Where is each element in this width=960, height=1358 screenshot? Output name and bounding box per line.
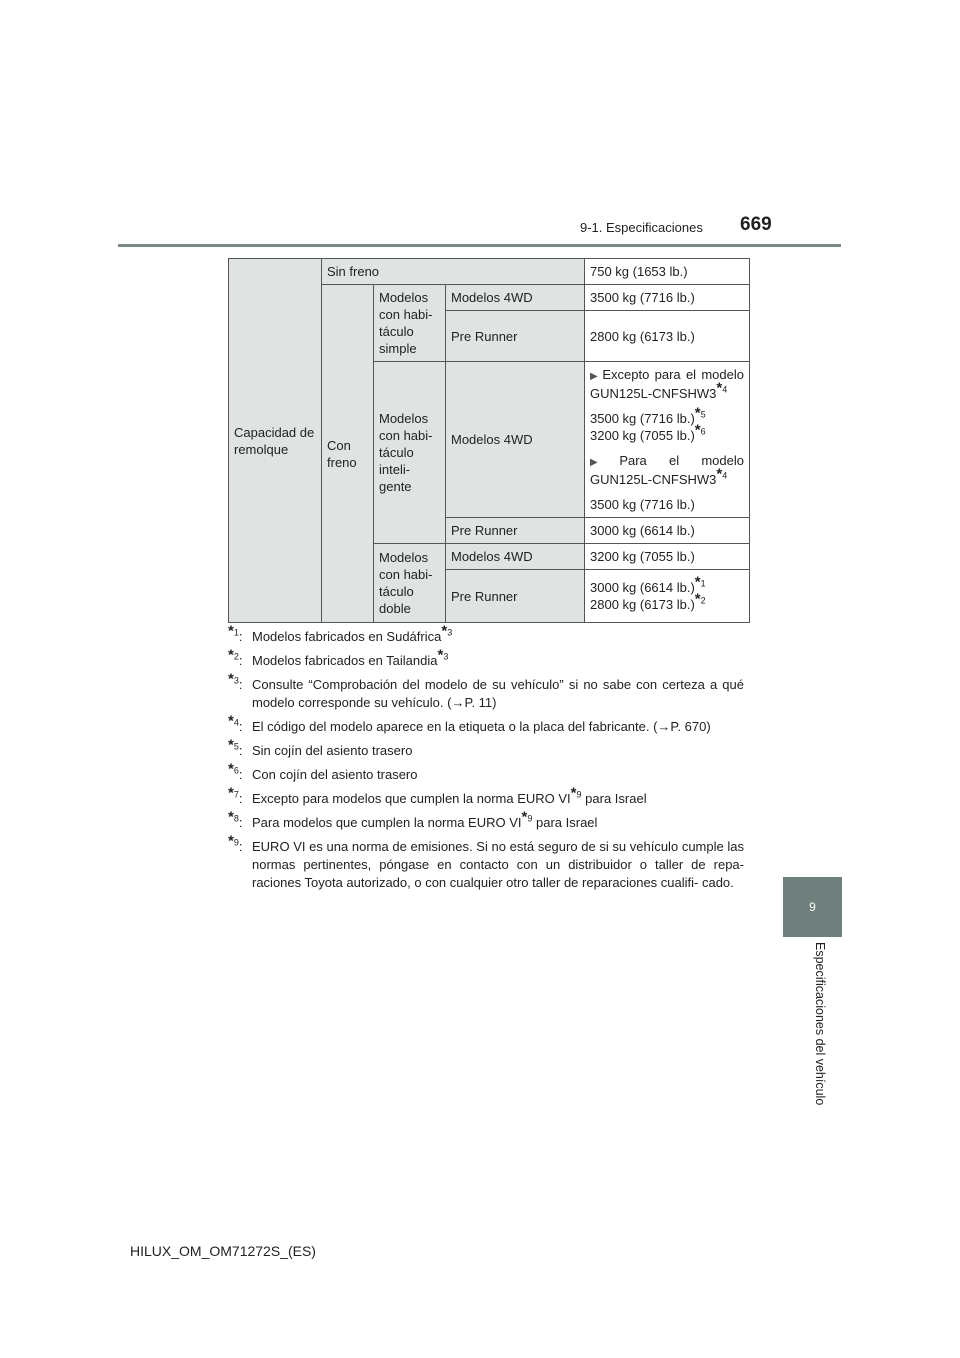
footnote: *$^9$: EURO VI es una norma de emisiones. Si no está seguro de si su vehículo cumple las normas pertinentes, póngase en contacto con un distribuidor o taller de repa- raciones Toyota autorizado, o con cualquier otro taller de reparaciones cualifi- cado. [228,832,744,890]
asterisk-icon: * [228,832,234,850]
smart-value-c: 3500 kg (7716 lb.) [590,497,695,512]
excepto-line: ▶ Excepto para el modelo GUN125L-CNFSHW3*$^4$ [590,367,744,401]
asterisk-icon: * [437,646,444,664]
simple-4wd-model: Modelos 4WD [446,285,585,311]
asterisk-icon: * [228,808,234,826]
footnote: *$^7$: Excepto para modelos que cumplen la norma EURO VI*$^9$ para Israel [228,784,647,806]
table-row [229,259,750,285]
smart-value-b: 3200 kg (7055 lb.)*$^6$ [590,421,706,443]
double-prerunner-values [585,570,750,623]
asterisk-icon: * [441,622,448,640]
simple-cab-label: Modelos con habi- táculo simple [374,285,446,362]
asterisk-icon: * [694,573,701,591]
asterisk-icon: * [716,465,723,483]
smart-cab-label: Modelos con habi- táculo inteli- gente [374,362,446,544]
page-number: 669 [740,214,772,235]
footnote: *$^8$: Para modelos que cumplen la norma EURO VI*$^9$ para Israel [228,808,598,830]
footnotes [228,622,744,898]
double-4wd-model: Modelos 4WD [446,544,585,570]
asterisk-icon: * [228,736,234,754]
footnote: *$^5$: Sin cojín del asiento trasero [228,736,413,758]
smart-prerunner-value: 3000 kg (6614 lb.) [585,518,750,544]
asterisk-icon: * [570,784,577,802]
double-prerunner-model: Pre Runner [446,570,585,623]
smart-prerunner-model: Pre Runner [446,518,585,544]
smart-4wd-model: Modelos 4WD [446,362,585,518]
double-cab-label: Modelos con habi- táculo doble [374,544,446,623]
asterisk-icon: * [228,712,234,730]
chapter-tab: 9 [783,877,842,937]
simple-prerunner-model: Pre Runner [446,311,585,362]
asterisk-icon: * [228,646,234,664]
header-divider [118,244,841,247]
section-title: 9-1. Especificaciones [580,220,703,235]
chapter-tab-label: Especificaciones del vehículo [813,942,827,1106]
footnote: *$^3$: Consulte “Comprobación del modelo de su vehículo” si no sabe con certeza a qué modelo corresponde su vehículo. (→P. 11) [228,670,744,710]
towing-capacity-label: Capacidad de remolque [229,259,322,623]
smart-4wd-values [585,362,750,518]
simple-4wd-value: 3500 kg (7716 lb.) [585,285,750,311]
asterisk-icon: * [694,404,701,422]
para-line: ▶ Para el modelo GUN125L-CNFSHW3*$^4$ [590,453,744,487]
footnote: *$^6$: Con cojín del asiento trasero [228,760,418,782]
footnote: *$^1$: Modelos fabricados en Sudáfrica*$^3$ [228,622,453,644]
sin-freno-value: 750 kg (1653 lb.) [585,259,750,285]
document-code: HILUX_OM_OM71272S_(ES) [130,1243,316,1259]
smart-value-a: 3500 kg (7716 lb.)*$^5$ [590,404,706,426]
asterisk-icon: * [228,622,234,640]
double-value-a: 3000 kg (6614 lb.)*$^1$ [590,573,706,595]
asterisk-icon: * [694,590,701,608]
triangle-bullet-icon: ▶ [590,371,600,382]
triangle-bullet-icon: ▶ [590,457,617,468]
double-4wd-value: 3200 kg (7055 lb.) [585,544,750,570]
double-value-b: 2800 kg (6173 lb.)*$^2$ [590,590,706,612]
towing-capacity-table [228,258,750,623]
footnote: *$^4$: El código del modelo aparece en la etiqueta o la placa del fabricante. (→P. 670) [228,712,711,734]
asterisk-icon: * [228,760,234,778]
sin-freno-label: Sin freno [322,259,585,285]
asterisk-icon: * [228,784,234,802]
asterisk-icon: * [716,379,723,397]
con-freno-label: Con freno [322,285,374,623]
asterisk-icon: * [521,808,528,826]
asterisk-icon: * [228,670,234,688]
footnote: *$^2$: Modelos fabricados en Tailandia*$^3$ [228,646,449,668]
simple-prerunner-value: 2800 kg (6173 lb.) [585,311,750,362]
asterisk-icon: * [694,421,701,439]
